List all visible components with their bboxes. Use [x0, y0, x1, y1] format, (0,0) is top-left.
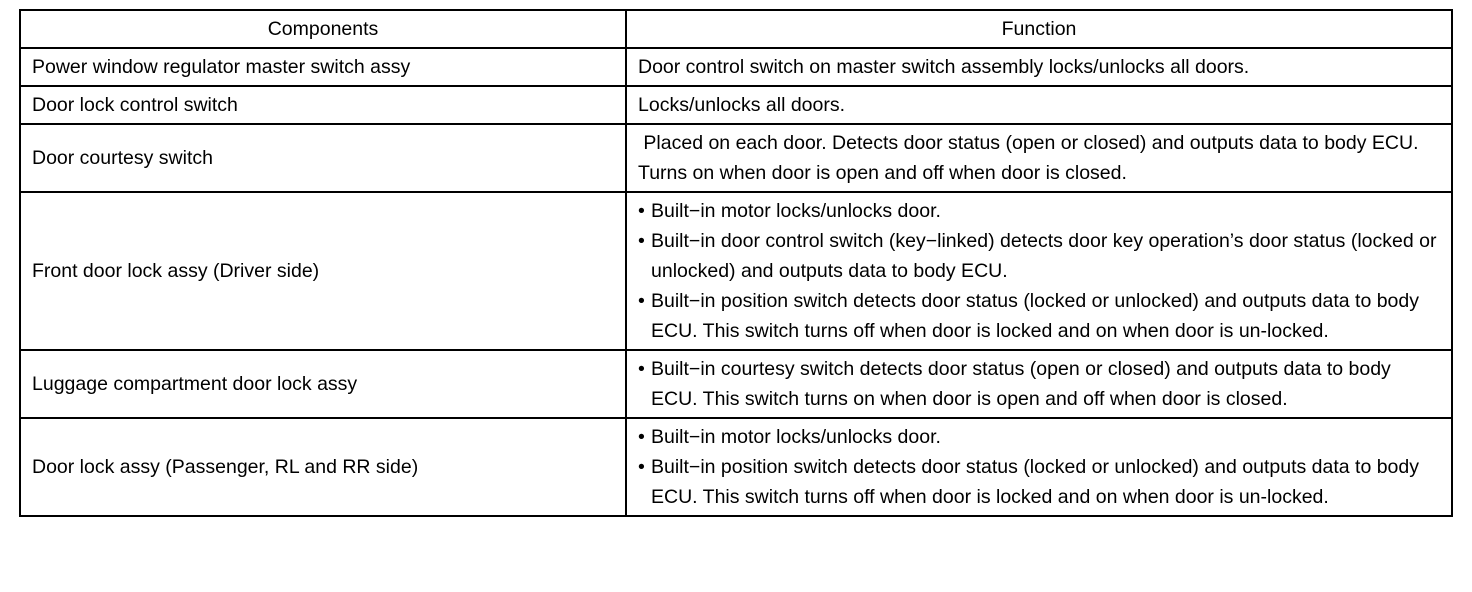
- bullet-item: [638, 196, 1441, 226]
- table-row: [20, 192, 1452, 350]
- function-cell: [626, 350, 1452, 418]
- components-function-table: [19, 9, 1453, 517]
- component-cell: Door courtesy switch: [20, 124, 626, 192]
- bullet-item: [638, 452, 1441, 512]
- function-bullet-list: [638, 354, 1441, 414]
- header-components: Components: [20, 10, 626, 48]
- table-row: [20, 350, 1452, 418]
- bullet-text: Built−in courtesy switch detects door status (open or closed) and outputs data to body ECU. This switch turns on when door is open and off when door is closed.: [651, 358, 1391, 410]
- bullet-dot: •: [638, 426, 645, 448]
- table-row: [20, 124, 1452, 192]
- function-cell: Locks/unlocks all doors.: [626, 86, 1452, 124]
- bullet-dot: •: [638, 200, 645, 222]
- bullet-item: [638, 286, 1441, 346]
- bullet-text: Built−in position switch detects door status (locked or unlocked) and outputs data to body ECU. This switch turns off when door is locked and on when door is un-locked.: [651, 290, 1419, 342]
- bullet-dot: •: [638, 358, 645, 380]
- table-row: [20, 86, 1452, 124]
- function-bullet-list: [638, 422, 1441, 512]
- bullet-dot: •: [638, 456, 645, 478]
- table-row: [20, 48, 1452, 86]
- bullet-item: [638, 226, 1441, 286]
- header-function: Function: [626, 10, 1452, 48]
- bullet-dot: •: [638, 230, 645, 252]
- function-text: Placed on each door. Detects door status (open or closed) and outputs data to body ECU. Turns on when door is open and off when door is closed.: [638, 132, 1424, 184]
- component-cell: Door lock assy (Passenger, RL and RR side): [20, 418, 626, 516]
- function-cell: Door control switch on master switch assembly locks/unlocks all doors.: [626, 48, 1452, 86]
- component-cell: Power window regulator master switch assy: [20, 48, 626, 86]
- function-cell: [626, 124, 1452, 192]
- function-cell: [626, 192, 1452, 350]
- bullet-text: Built−in position switch detects door status (locked or unlocked) and outputs data to body ECU. This switch turns off when door is locked and on when door is un-locked.: [651, 456, 1419, 508]
- component-cell: Front door lock assy (Driver side): [20, 192, 626, 350]
- bullet-item: [638, 354, 1441, 414]
- bullet-item: [638, 422, 1441, 452]
- table-header-row: [20, 10, 1452, 48]
- function-bullet-list: [638, 196, 1441, 346]
- bullet-text: Built−in door control switch (key−linked) detects door key operation’s door status (locked or unlocked) and outputs data to body ECU.: [651, 230, 1437, 282]
- function-cell: [626, 418, 1452, 516]
- bullet-text: Built−in motor locks/unlocks door.: [651, 200, 941, 222]
- bullet-text: Built−in motor locks/unlocks door.: [651, 426, 941, 448]
- component-cell: Luggage compartment door lock assy: [20, 350, 626, 418]
- table-row: [20, 418, 1452, 516]
- bullet-dot: •: [638, 290, 645, 312]
- component-cell: Door lock control switch: [20, 86, 626, 124]
